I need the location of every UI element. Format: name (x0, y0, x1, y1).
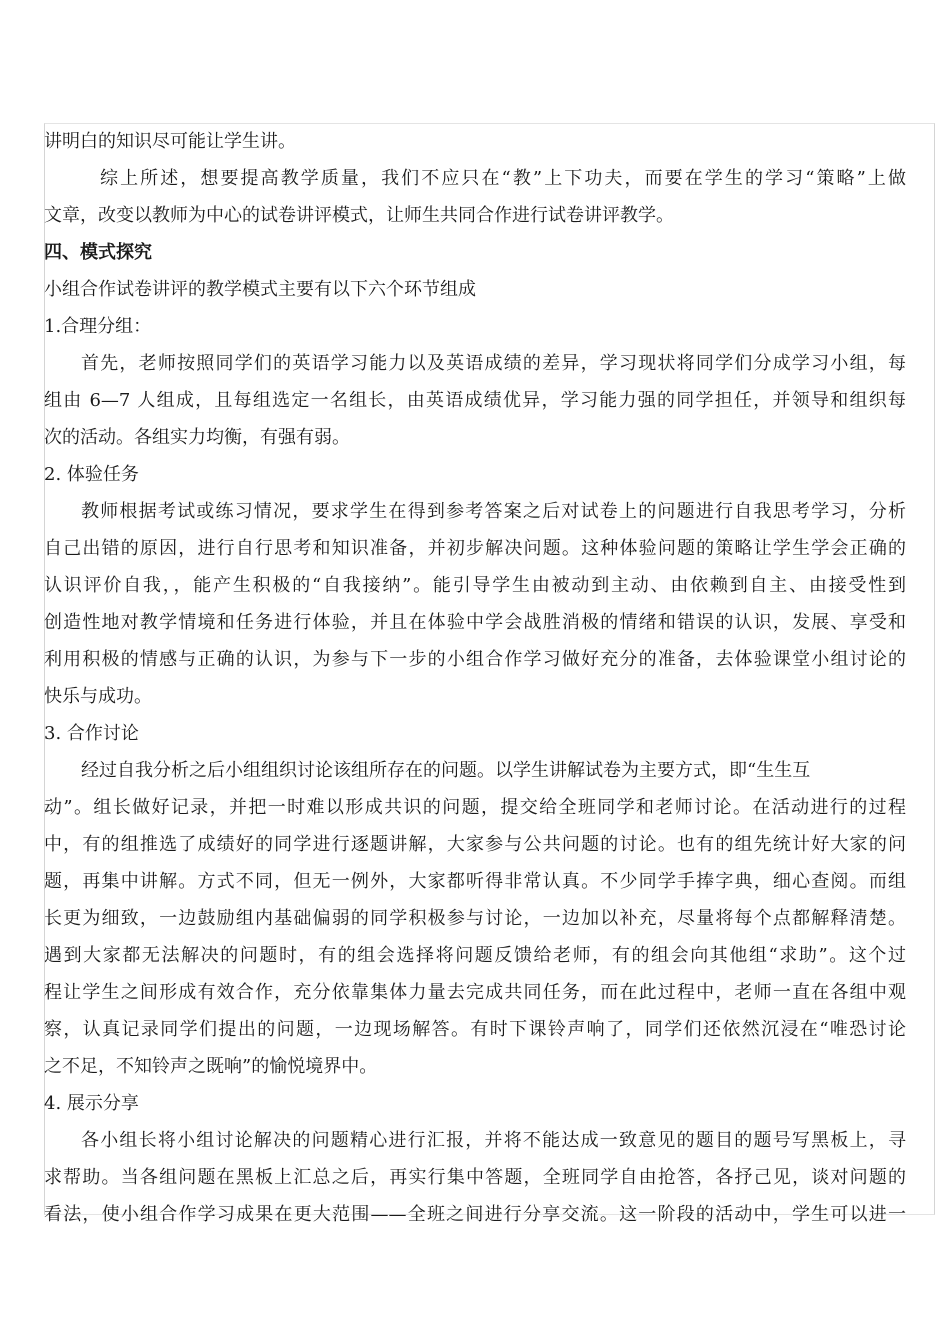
paragraph-line: 首先，老师按照同学们的英语学习能力以及英语成绩的差异，学习现状将同学们分成学习小组，每 (81, 353, 906, 374)
paragraph-line: 认识评价自我，，能产生积极的“自我接纳”。能引导学生由被动到主动、由依赖到自主、由接受性到 (44, 575, 906, 596)
paragraph-line: 文章，改变以教师为中心的试卷讲评模式，让师生共同合作进行试卷讲评教学。 (44, 205, 674, 226)
paragraph-line: 遇到大家都无法解决的问题时，有的组会选择将问题反馈给老师，有的组会向其他组“求助”。这个过 (44, 945, 906, 966)
step-heading-4: 4. 展示分享 (44, 1093, 139, 1114)
step-heading-1: 1.合理分组： (44, 316, 152, 337)
paragraph-line: 之不足，不知铃声之既响”的愉悦境界中。 (44, 1056, 378, 1077)
paragraph-line: 动”。组长做好记录，并把一时难以形成共识的问题，提交给全班同学和老师讨论。在活动进行的过程 (44, 797, 906, 818)
step-heading-3: 3. 合作讨论 (44, 723, 139, 744)
intro-line: 小组合作试卷讲评的教学模式主要有以下六个环节组成 (44, 279, 476, 300)
paragraph-line: 教师根据考试或练习情况，要求学生在得到参考答案之后对试卷上的问题进行自我思考学习，分析 (81, 501, 906, 522)
summary-paragraph-line: 综上所述，想要提高教学质量，我们不应只在“教”上下功夫，而要在学生的学习“策略”上做 (100, 168, 906, 189)
paragraph-line: 求帮助。当各组问题在黑板上汇总之后，再实行集中答题，全班同学自由抢答，各抒己见，谈对问题的 (44, 1167, 906, 1188)
section-heading: 四、模式探究 (44, 242, 152, 263)
document-body (44, 123, 906, 1233)
paragraph-line: 各小组长将小组讨论解决的问题精心进行汇报，并将不能达成一致意见的题目的题号写黑板上，寻 (81, 1130, 906, 1151)
paragraph-line: 快乐与成功。 (44, 686, 152, 707)
paragraph-line: 察，认真记录同学们提出的问题，一边现场解答。有时下课铃声响了，同学们还依然沉浸在“唯恐讨论 (44, 1019, 906, 1040)
paragraph-line: 程让学生之间形成有效合作，充分依靠集体力量去完成共同任务，而在此过程中，老师一直在各组中观 (44, 982, 906, 1003)
paragraph-line: 中，有的组推选了成绩好的同学进行逐题讲解，大家参与公共问题的讨论。也有的组先统计好大家的问 (44, 834, 906, 855)
paragraph-line: 长更为细致，一边鼓励组内基础偏弱的同学积极参与讨论，一边加以补充，尽量将每个点都解释清楚。 (44, 908, 906, 929)
paragraph-line: 次的活动。各组实力均衡，有强有弱。 (44, 427, 350, 448)
paragraph-line: 题，再集中讲解。方式不同，但无一例外，大家都听得非常认真。不少同学手捧字典，细心查阅。而组 (44, 871, 906, 892)
paragraph-line: 讲明白的知识尽可能让学生讲。 (44, 131, 296, 152)
paragraph-line: 经过自我分析之后小组组织讨论该组所存在的问题。以学生讲解试卷为主要方式，即“生生互 (81, 760, 811, 781)
paragraph-line: 自己出错的原因，进行自行思考和知识准备，并初步解决问题。这种体验问题的策略让学生学会正确的 (44, 538, 906, 559)
paragraph-line: 利用积极的情感与正确的认识，为参与下一步的小组合作学习做好充分的准备，去体验课堂小组讨论的 (44, 649, 906, 670)
paragraph-line: 组由 6—7 人组成，且每组选定一名组长，由英语成绩优异，学习能力强的同学担任，并领导和组织每 (44, 390, 906, 411)
paragraph-line: 看法，使小组合作学习成果在更大范围——全班之间进行分享交流。这一阶段的活动中，学生可以进一 (44, 1204, 906, 1225)
paragraph-line: 创造性地对教学情境和任务进行体验，并且在体验中学会战胜消极的情绪和错误的认识，发展、享受和 (44, 612, 906, 633)
step-heading-2: 2. 体验任务 (44, 464, 139, 485)
